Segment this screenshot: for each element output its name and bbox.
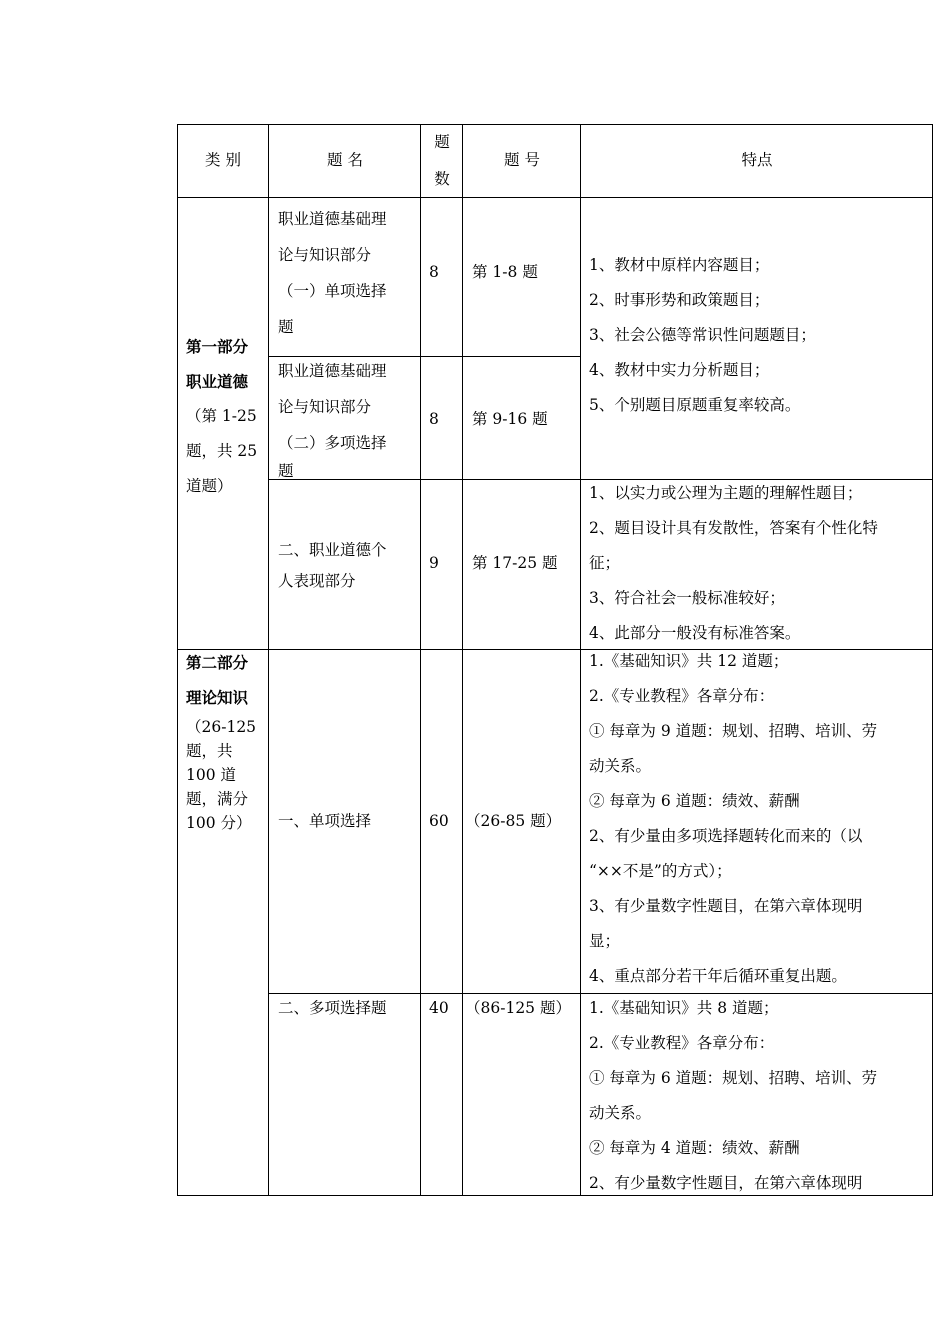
table-border-left bbox=[177, 124, 178, 1196]
feature-item: 2、时事形势和政策题目； bbox=[589, 291, 770, 309]
feature-item: 4、重点部分若干年后循环重复出题。 bbox=[589, 967, 847, 985]
header-count-line1: 题 bbox=[434, 133, 450, 151]
feature-item: 动关系。 bbox=[589, 1104, 652, 1122]
part2-row2-number: （86-125 题） bbox=[465, 999, 571, 1017]
part2-desc-line: 题，共 bbox=[186, 742, 233, 760]
header-count bbox=[421, 124, 463, 198]
header-rule bbox=[177, 197, 933, 198]
feature-item: 2、有少量数字性题目，在第六章体现明 bbox=[589, 1174, 863, 1192]
col-rule bbox=[462, 124, 463, 1196]
feature-item: ① 每章为 6 道题：规划、招聘、培训、劳 bbox=[589, 1069, 878, 1087]
feature-item: ① 每章为 9 道题：规划、招聘、培训、劳 bbox=[589, 722, 878, 740]
title-line: 职业道德基础理 bbox=[278, 210, 387, 228]
part1-row1-number: 第 1-8 题 bbox=[472, 263, 538, 281]
part1-row3-title bbox=[278, 533, 418, 595]
col-rule bbox=[420, 124, 421, 1196]
part1-category bbox=[186, 329, 266, 504]
feature-item: ② 每章为 4 道题：绩效、薪酬 bbox=[589, 1139, 800, 1157]
feature-item: 1.《基础知识》共 8 道题； bbox=[589, 999, 779, 1017]
title-line: 人表现部分 bbox=[278, 572, 356, 590]
exam-structure-table bbox=[177, 124, 933, 1196]
header-number: 题 号 bbox=[504, 151, 540, 169]
part1-row1-title bbox=[278, 201, 418, 345]
header-count-line2: 数 bbox=[434, 170, 450, 188]
part1-features-b bbox=[589, 476, 878, 651]
feature-item: 3、符合社会一般标准较好； bbox=[589, 589, 785, 607]
feature-item: 1、以实力或公理为主题的理解性题目； bbox=[589, 484, 863, 502]
document-page bbox=[177, 124, 933, 1196]
feature-item: ② 每章为 6 道题：绩效、薪酬 bbox=[589, 792, 800, 810]
title-line: 二、职业道德个 bbox=[278, 541, 387, 559]
feature-item: 3、社会公德等常识性问题题目； bbox=[589, 326, 816, 344]
part1-desc-line: 道题） bbox=[186, 477, 233, 495]
part2-desc-line: （26-125 bbox=[186, 718, 257, 736]
feature-item: 4、教材中实力分析题目； bbox=[589, 361, 770, 379]
feature-item: 显； bbox=[589, 932, 621, 950]
part1-row1-count: 8 bbox=[429, 263, 439, 281]
feature-item: 2.《专业教程》各章分布： bbox=[589, 687, 775, 705]
feature-item: 征； bbox=[589, 554, 621, 572]
title-line: 题 bbox=[278, 462, 294, 480]
part2-row1-features bbox=[589, 644, 877, 994]
title-line: 论与知识部分 bbox=[278, 398, 372, 416]
part2-category bbox=[186, 645, 266, 835]
part2-row2-title: 二、多项选择题 bbox=[278, 999, 387, 1017]
feature-item: 2、题目设计具有发散性，答案有个性化特 bbox=[589, 519, 878, 537]
part1-features-a bbox=[589, 248, 816, 423]
part1-name-line1: 第一部分 bbox=[186, 337, 249, 356]
part2-desc-line: 100 分） bbox=[186, 814, 252, 832]
part1-row2-count: 8 bbox=[429, 410, 439, 428]
part1-name-line2: 职业道德 bbox=[186, 372, 249, 391]
part2-name-line2: 理论知识 bbox=[186, 688, 249, 707]
feature-item: “××不是”的方式）； bbox=[589, 862, 732, 880]
feature-item: 动关系。 bbox=[589, 757, 652, 775]
feature-item: 5、个别题目原题重复率较高。 bbox=[589, 396, 801, 414]
part1-row3-count: 9 bbox=[429, 554, 439, 572]
part1-desc-line: 题，共 25 bbox=[186, 442, 258, 460]
part2-row2-features bbox=[589, 991, 877, 1201]
feature-item: 1、教材中原样内容题目； bbox=[589, 256, 770, 274]
feature-item: 2、有少量由多项选择题转化而来的（以 bbox=[589, 827, 863, 845]
feature-item: 4、此部分一般没有标准答案。 bbox=[589, 624, 801, 642]
part2-desc-line: 100 道 bbox=[186, 766, 237, 784]
table-border-right bbox=[932, 124, 933, 1196]
feature-item: 2.《专业教程》各章分布： bbox=[589, 1034, 775, 1052]
part2-desc-line: 题，满分 bbox=[186, 790, 249, 808]
part1-row2-number: 第 9-16 题 bbox=[472, 410, 548, 428]
part2-name-line1: 第二部分 bbox=[186, 653, 249, 672]
title-line: 职业道德基础理 bbox=[278, 362, 387, 380]
title-line: （一）单项选择 bbox=[278, 282, 387, 300]
part1-row3-number: 第 17-25 题 bbox=[472, 554, 558, 572]
part1-desc-line: （第 1-25 bbox=[186, 407, 257, 425]
part2-row1-number: （26-85 题） bbox=[465, 812, 562, 830]
header-category: 类 别 bbox=[205, 151, 241, 169]
part2-row2-count: 40 bbox=[429, 999, 449, 1017]
title-line: 论与知识部分 bbox=[278, 246, 372, 264]
title-line: 题 bbox=[278, 318, 294, 336]
part2-row1-count: 60 bbox=[429, 812, 449, 830]
title-line: （二）多项选择 bbox=[278, 434, 387, 452]
header-title: 题 名 bbox=[327, 151, 363, 169]
col-rule bbox=[268, 124, 269, 1196]
col-rule bbox=[580, 124, 581, 1196]
part2-row1-title: 一、单项选择 bbox=[278, 812, 372, 830]
table-border-top bbox=[177, 124, 933, 125]
part1-row2-title bbox=[278, 353, 418, 481]
feature-item: 1.《基础知识》共 12 道题； bbox=[589, 652, 789, 670]
header-features: 特点 bbox=[741, 151, 773, 169]
feature-item: 3、有少量数字性题目，在第六章体现明 bbox=[589, 897, 863, 915]
